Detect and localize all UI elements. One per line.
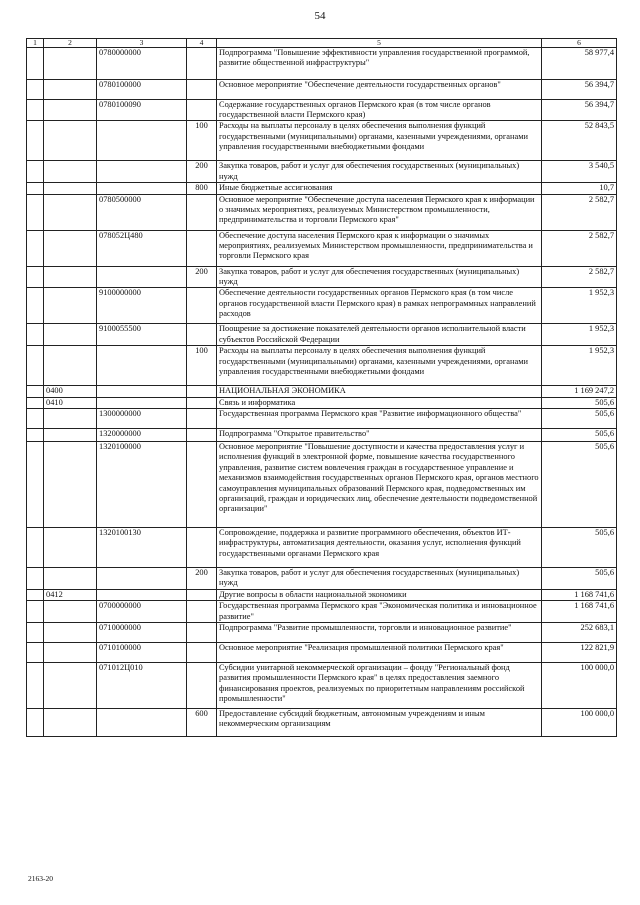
item-name: Предоставление субсидий бюджетным, автономным учреждениям и иным некоммерческим организациям — [217, 709, 542, 737]
item-name: Основное мероприятие "Обеспечение деятельности государственных органов" — [217, 79, 542, 99]
table-row — [27, 79, 617, 99]
column-number: 1 — [27, 39, 44, 48]
table-row — [27, 161, 617, 183]
section-code — [44, 194, 97, 230]
section-code — [44, 408, 97, 428]
section-code — [44, 266, 97, 288]
target-article-code — [97, 589, 187, 600]
table-row — [27, 194, 617, 230]
table-row — [27, 428, 617, 441]
item-name: Поощрение за достижение показателей деятельности органов исполнительной власти субъектов Российской Федерации — [217, 324, 542, 346]
section-code — [44, 441, 97, 527]
expense-type-code — [187, 408, 217, 428]
section-code — [44, 79, 97, 99]
blank-cell — [27, 194, 44, 230]
table-row — [27, 99, 617, 121]
blank-cell — [27, 441, 44, 527]
amount: 10,7 — [542, 183, 617, 194]
target-article-code: 0780500000 — [97, 194, 187, 230]
item-name: Сопровождение, поддержка и развитие программного обеспечения, объектов ИТ-инфраструктуры, автоматизация деятельности, оказания услуг, исполнения функций государственными органами Пермского края — [217, 527, 542, 567]
item-name: Расходы на выплаты персоналу в целях обеспечения выполнения функций государственными (муниципальными) органами, казенными учреждениями, органами управления государственными внебюджетными фондами — [217, 346, 542, 386]
target-article-code: 9100055500 — [97, 324, 187, 346]
expense-type-code — [187, 663, 217, 709]
amount: 505,6 — [542, 567, 617, 589]
blank-cell — [27, 79, 44, 99]
blank-cell — [27, 121, 44, 161]
item-name: Обеспечение деятельности государственных органов Пермского края (в том числе органов государственной власти Пермского края) в рамках непрограммных направлений расходов — [217, 288, 542, 324]
document-code: 2163-20 — [28, 874, 53, 883]
table-row — [27, 288, 617, 324]
table-row — [27, 266, 617, 288]
amount: 1 952,3 — [542, 324, 617, 346]
expense-type-code: 800 — [187, 183, 217, 194]
table-row — [27, 346, 617, 386]
table-row — [27, 183, 617, 194]
item-name: Государственная программа Пермского края "Развитие информационного общества" — [217, 408, 542, 428]
item-name: Расходы на выплаты персоналу в целях обеспечения выполнения функций государственными (муниципальными) органами, казенными учреждениями, органами управления государственными внебюджетными фондами — [217, 121, 542, 161]
target-article-code — [97, 397, 187, 408]
section-code — [44, 663, 97, 709]
amount: 1 168 741,6 — [542, 589, 617, 600]
target-article-code — [97, 567, 187, 589]
expense-type-code: 100 — [187, 346, 217, 386]
section-code — [44, 601, 97, 623]
item-name: Основное мероприятие "Повышение доступности и качества предоставления услуг и исполнения функций в электронной форме, повышение качества государственного управления, развитие систем вовлечения граждан в государственное управление и механизмов взаимодействия государственных органов Пермского края, органов местного самоуправления муниципальных образований Пермского края, подведомственных им организаций, граждан и юридических лиц, обеспечение деятельности подведомственной организации" — [217, 441, 542, 527]
target-article-code: 0710100000 — [97, 643, 187, 663]
table-body — [27, 47, 617, 737]
table-row — [27, 230, 617, 266]
amount: 505,6 — [542, 428, 617, 441]
amount: 1 169 247,2 — [542, 386, 617, 397]
item-name: Закупка товаров, работ и услуг для обеспечения государственных (муниципальных) нужд — [217, 567, 542, 589]
blank-cell — [27, 663, 44, 709]
amount: 58 977,4 — [542, 47, 617, 79]
item-name: Подпрограмма "Развитие промышленности, торговли и инновационное развитие" — [217, 623, 542, 643]
section-code — [44, 428, 97, 441]
target-article-code — [97, 346, 187, 386]
table-row — [27, 589, 617, 600]
amount: 122 821,9 — [542, 643, 617, 663]
expense-type-code — [187, 527, 217, 567]
column-number: 3 — [97, 39, 187, 48]
target-article-code: 0780100000 — [97, 79, 187, 99]
section-code — [44, 346, 97, 386]
item-name: Государственная программа Пермского края "Экономическая политика и инновационное развитие" — [217, 601, 542, 623]
amount: 56 394,7 — [542, 79, 617, 99]
table-row — [27, 121, 617, 161]
amount: 252 683,1 — [542, 623, 617, 643]
section-code — [44, 288, 97, 324]
section-code — [44, 230, 97, 266]
item-name: Подпрограмма "Открытое правительство" — [217, 428, 542, 441]
target-article-code: 0710000000 — [97, 623, 187, 643]
expense-type-code — [187, 47, 217, 79]
section-code: 0412 — [44, 589, 97, 600]
expense-type-code — [187, 441, 217, 527]
target-article-code: 1320100000 — [97, 441, 187, 527]
item-name: Связь и информатика — [217, 397, 542, 408]
column-number-row — [27, 39, 617, 48]
section-code — [44, 99, 97, 121]
expense-type-code — [187, 428, 217, 441]
expense-type-code — [187, 99, 217, 121]
section-code — [44, 709, 97, 737]
item-name: Другие вопросы в области национальной экономики — [217, 589, 542, 600]
expense-type-code — [187, 397, 217, 408]
target-article-code: 0700000000 — [97, 601, 187, 623]
blank-cell — [27, 386, 44, 397]
blank-cell — [27, 428, 44, 441]
item-name: Содержание государственных органов Пермского края (в том числе органов государственной власти Пермского края) — [217, 99, 542, 121]
section-code — [44, 47, 97, 79]
target-article-code — [97, 183, 187, 194]
table-row — [27, 663, 617, 709]
amount: 1 952,3 — [542, 346, 617, 386]
blank-cell — [27, 589, 44, 600]
amount: 505,6 — [542, 408, 617, 428]
section-code — [44, 121, 97, 161]
blank-cell — [27, 567, 44, 589]
item-name: Подпрограмма "Повышение эффективности управления государственной программой, развитие общественной инфраструктуры" — [217, 47, 542, 79]
item-name: Закупка товаров, работ и услуг для обеспечения государственных (муниципальных) нужд — [217, 266, 542, 288]
target-article-code: 0780000000 — [97, 47, 187, 79]
blank-cell — [27, 183, 44, 194]
amount: 1 168 741,6 — [542, 601, 617, 623]
expense-type-code: 200 — [187, 161, 217, 183]
table-row — [27, 709, 617, 737]
item-name: Основное мероприятие "Обеспечение доступа населения Пермского края к информации о значимых мероприятиях, реализуемых Министерством промышленности, предпринимательства и торговли Пермского края" — [217, 194, 542, 230]
table-row — [27, 386, 617, 397]
blank-cell — [27, 346, 44, 386]
section-code — [44, 643, 97, 663]
expense-type-code — [187, 643, 217, 663]
section-code: 0400 — [44, 386, 97, 397]
amount: 505,6 — [542, 441, 617, 527]
amount: 1 952,3 — [542, 288, 617, 324]
expense-type-code — [187, 194, 217, 230]
expense-type-code — [187, 230, 217, 266]
table-row — [27, 441, 617, 527]
amount: 2 582,7 — [542, 230, 617, 266]
expense-type-code — [187, 288, 217, 324]
expense-type-code — [187, 79, 217, 99]
target-article-code: 078052Ц480 — [97, 230, 187, 266]
blank-cell — [27, 288, 44, 324]
blank-cell — [27, 623, 44, 643]
table-row — [27, 397, 617, 408]
section-code — [44, 161, 97, 183]
expense-type-code — [187, 386, 217, 397]
table-row — [27, 324, 617, 346]
column-number: 6 — [542, 39, 617, 48]
amount: 100 000,0 — [542, 709, 617, 737]
item-name: Обеспечение доступа населения Пермского края к информации о значимых мероприятиях, реализуемых Министерством промышленности, предпринимательства и торговли Пермского края — [217, 230, 542, 266]
blank-cell — [27, 527, 44, 567]
amount: 100 000,0 — [542, 663, 617, 709]
section-code — [44, 567, 97, 589]
target-article-code — [97, 709, 187, 737]
target-article-code: 1320000000 — [97, 428, 187, 441]
table-row — [27, 408, 617, 428]
amount: 2 582,7 — [542, 266, 617, 288]
amount: 505,6 — [542, 527, 617, 567]
blank-cell — [27, 99, 44, 121]
expense-type-code: 600 — [187, 709, 217, 737]
table-row — [27, 601, 617, 623]
table-row — [27, 643, 617, 663]
amount: 56 394,7 — [542, 99, 617, 121]
target-article-code: 071012Ц010 — [97, 663, 187, 709]
section-code — [44, 183, 97, 194]
section-code — [44, 324, 97, 346]
section-code: 0410 — [44, 397, 97, 408]
table-row — [27, 567, 617, 589]
column-number: 5 — [217, 39, 542, 48]
section-code — [44, 527, 97, 567]
budget-table — [26, 38, 617, 737]
item-name: Закупка товаров, работ и услуг для обеспечения государственных (муниципальных) нужд — [217, 161, 542, 183]
target-article-code — [97, 386, 187, 397]
target-article-code — [97, 161, 187, 183]
target-article-code: 1320100130 — [97, 527, 187, 567]
blank-cell — [27, 643, 44, 663]
item-name: Основное мероприятие "Реализация промышленной политики Пермского края" — [217, 643, 542, 663]
blank-cell — [27, 324, 44, 346]
table-row — [27, 623, 617, 643]
section-code — [44, 623, 97, 643]
expense-type-code: 100 — [187, 121, 217, 161]
item-name: Субсидии унитарной некоммерческой организации – фонду "Региональный фонд развития промышленности Пермского края" в целях предоставления заемного финансирования проектов, реализуемых по приоритетным направлениям российской промышленности" — [217, 663, 542, 709]
blank-cell — [27, 161, 44, 183]
target-article-code: 1300000000 — [97, 408, 187, 428]
expense-type-code — [187, 324, 217, 346]
expense-type-code — [187, 601, 217, 623]
blank-cell — [27, 266, 44, 288]
target-article-code — [97, 121, 187, 161]
amount: 52 843,5 — [542, 121, 617, 161]
item-name: Иные бюджетные ассигнования — [217, 183, 542, 194]
blank-cell — [27, 397, 44, 408]
blank-cell — [27, 230, 44, 266]
expense-type-code — [187, 623, 217, 643]
amount: 3 540,5 — [542, 161, 617, 183]
table-row — [27, 47, 617, 79]
blank-cell — [27, 408, 44, 428]
target-article-code: 0780100090 — [97, 99, 187, 121]
expense-type-code: 200 — [187, 266, 217, 288]
target-article-code: 9100000000 — [97, 288, 187, 324]
target-article-code — [97, 266, 187, 288]
blank-cell — [27, 709, 44, 737]
column-number: 2 — [44, 39, 97, 48]
expense-type-code: 200 — [187, 567, 217, 589]
page-number: 54 — [314, 10, 326, 22]
amount: 2 582,7 — [542, 194, 617, 230]
blank-cell — [27, 601, 44, 623]
column-number: 4 — [187, 39, 217, 48]
table-row — [27, 527, 617, 567]
item-name: НАЦИОНАЛЬНАЯ ЭКОНОМИКА — [217, 386, 542, 397]
expense-type-code — [187, 589, 217, 600]
blank-cell — [27, 47, 44, 79]
amount: 505,6 — [542, 397, 617, 408]
